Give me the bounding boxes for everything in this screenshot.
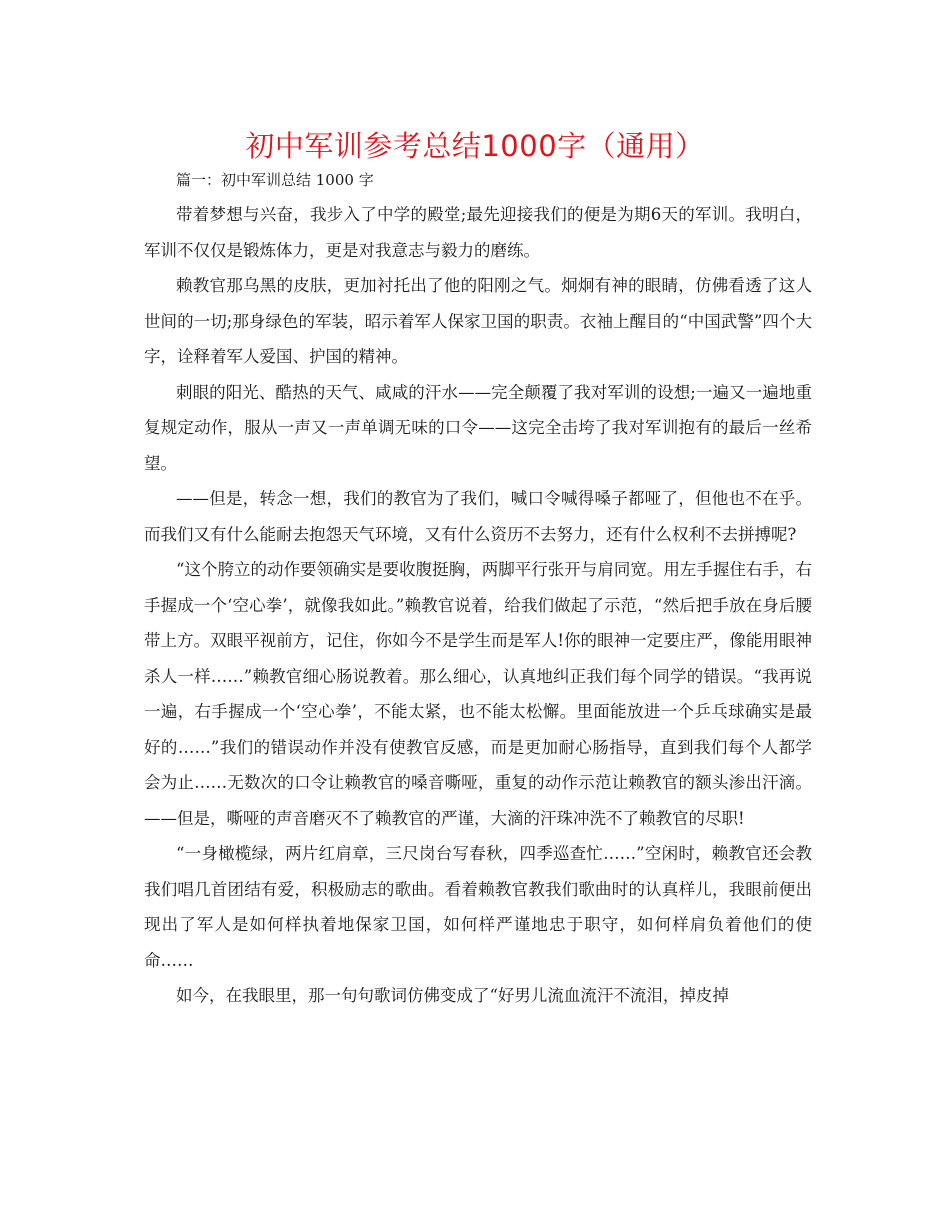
section-heading: 篇一：初中军训总结 1000 字 xyxy=(176,171,374,189)
paragraph: 如今，在我眼里，那一句句歌词仿佛变成了“好男儿流血流汗不流泪，掉皮掉 xyxy=(176,986,729,1005)
paragraph: 刺眼的阳光、酷热的天气、咸咸的汗水——完全颠覆了我对军训的设想;一遍又一遍地重复规定动作，服从一声又一声单调无味的口令——这完全击垮了我对军训抱有的最后一丝希望。 xyxy=(144,382,812,473)
paragraph: “一身橄榄绿，两片红肩章，三尺岗台写春秋，四季巡查忙……”空闲时，赖教官还会教我们唱几首团结有爱，积极励志的歌曲。看着赖教官教我们歌曲时的认真样儿，我眼前便出现出了军人是如何样执着地保家卫国，如何样严谨地忠于职守，如何样肩负着他们的使命…… xyxy=(144,844,812,970)
paragraph: ——但是，转念一想，我们的教官为了我们，喊口令喊得嗓子都哑了，但他也不在乎。而我们又有什么能耐去抱怨天气环境，又有什么资历不去努力，还有什么权利不去拼搏呢? xyxy=(144,489,812,544)
paragraph: 带着梦想与兴奋，我步入了中学的殿堂;最先迎接我们的便是为期6天的军训。我明白，军训不仅仅是锻炼体力，更是对我意志与毅力的磨练。 xyxy=(144,205,812,260)
document-body xyxy=(144,166,812,1014)
paragraph: 赖教官那乌黑的皮肤，更加衬托出了他的阳刚之气。炯炯有神的眼睛，仿佛看透了这人世间的一切;那身绿色的军装，昭示着军人保家卫国的职责。衣袖上醒目的“中国武警”四个大字，诠释着军人爱国、护国的精神。 xyxy=(144,276,812,366)
paragraph: “这个胯立的动作要领确实是要收腹挺胸，两脚平行张开与肩同宽。用左手握住右手，右手握成一个‘空心拳’，就像我如此。”赖教官说着，给我们做起了示范，“然后把手放在身后腰带上方。双眼平视前方，记住，你如今不是学生而是军人!你的眼神一定要庄严，像能用眼神杀人一样……”赖教官细心肠说教着。那么细心，认真地纠正我们每个同学的错误。“我再说一遍，右手握成一个‘空心拳’，不能太紧，也不能太松懈。里面能放进一个乒乓球确实是最好的……”我们的错误动作并没有使教官反感，而是更加耐心肠指导，直到我们每个人都学会为止……无数次的口令让赖教官的嗓音嘶哑，重复的动作示范让赖教官的额头渗出汗滴。——但是，嘶哑的声音磨灭不了赖教官的严谨，大滴的汗珠冲洗不了赖教官的尽职! xyxy=(144,560,812,828)
document-title: 初中军训参考总结1000字（通用） xyxy=(245,129,705,163)
